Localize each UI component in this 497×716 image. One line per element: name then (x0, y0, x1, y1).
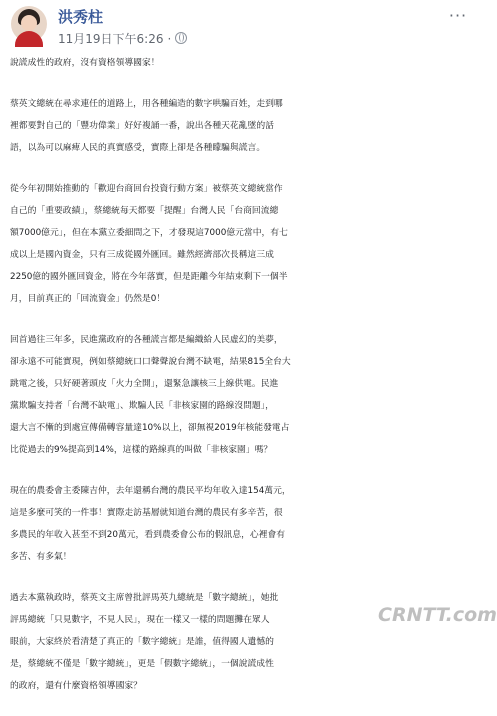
more-options-icon[interactable]: ··· (448, 6, 468, 25)
post-line: 2250億的國外匯回資金，將在今年落實，但是距離今年結束剩下一個半 (10, 272, 288, 282)
post-line: 還大言不慚的到處宣傳備轉容量達10%以上，卻無視2019年核能發電占 (10, 423, 290, 433)
post-line: 自己的「重要政績」，蔡總統每天都要「提醒」台灣人民「台商回流總 (10, 206, 279, 216)
post-paragraph (10, 178, 470, 310)
post-line: 跳電之後，只好硬著頭皮「火力全開」，還緊急讓核三上線供電。民進 (10, 379, 279, 389)
post-line: 比從過去的9%提高到14%，這樣的路線真的叫做「非核家園」嗎？ (10, 445, 273, 455)
avatar-face (21, 15, 37, 31)
post-line: 多農民的年收入甚至不到20萬元，看到農委會公布的假訊息，心裡會有 (10, 530, 286, 540)
globe-icon[interactable] (175, 32, 187, 44)
post-line: 多苦、有多氣！ (10, 552, 72, 562)
meta-separator: · (167, 32, 172, 46)
post-paragraph (10, 93, 470, 159)
author-name[interactable]: 洪秀柱 (58, 8, 104, 26)
post-line: 這是多麼可笑的一件事！實際走訪基層就知道台灣的農民有多辛苦，很 (10, 508, 283, 518)
post-line: 蔡英文總統在尋求連任的道路上，用各種編造的數字哄騙百姓，走到哪 (10, 99, 283, 109)
post-line: 額7000億元」，但在本黨立委細問之下，才發現這7000億元當中，有七 (10, 228, 288, 238)
post-line: 黨欺騙支持者「台灣不缺電」、欺騙人民「非核家園的路線沒問題」， (10, 401, 274, 411)
post-line: 裡都要對自己的「豐功偉業」好好複誦一番，說出各種天花亂墜的話 (10, 121, 274, 131)
post-timestamp[interactable]: 11月19日下午6:26 (58, 32, 164, 46)
avatar-body (15, 31, 43, 47)
post-line: 說謊成性的政府，沒有資格領導國家！ (10, 58, 160, 68)
post-line: 現在的農委會主委陳吉仲，去年還稱台灣的農民平均年收入達154萬元， (10, 486, 291, 496)
post-line: 是，蔡總統不僅是「數字總統」，更是「假數字總統」，一個說謊成性 (10, 659, 274, 669)
avatar[interactable] (11, 6, 47, 42)
post-line: 月，目前真正的「回流資金」仍然是0！ (10, 294, 166, 304)
post-line: 從今年初開始推動的「歡迎台商回台投資行動方案」被蔡英文總統當作 (10, 184, 283, 194)
post-line: 卻永遠不可能實現，例如蔡總統口口聲聲說台灣不缺電，結果815全台大 (10, 357, 291, 367)
post-line: 過去本黨執政時，蔡英文主席曾批評馬英九總統是「數字總統」，她批 (10, 593, 279, 603)
post-line: 眼前，大家終於看清楚了真正的「數字總統」是誰，值得國人遺憾的 (10, 637, 274, 647)
post-line: 評馬總統「只見數字，不見人民」，現在一樣又一樣的問題攤在眾人 (10, 615, 270, 625)
post-meta (58, 30, 187, 47)
post-paragraph (10, 480, 470, 568)
post-line: 成以上是國內資金，只有三成從國外匯回。雖然經濟部次長稱這三成 (10, 250, 274, 260)
post-line: 語，以為可以麻痺人民的真實感受，實際上卻是各種矇騙與謊言。 (10, 143, 266, 153)
watermark: CRNTT.com (378, 604, 497, 626)
post-line: 的政府，還有什麼資格領導國家？ (10, 681, 142, 691)
post-paragraph (10, 52, 470, 74)
post-paragraph (10, 329, 470, 461)
post-line: 回首過往三年多，民進黨政府的各種謊言都是編織給人民虛幻的美夢， (10, 335, 283, 345)
